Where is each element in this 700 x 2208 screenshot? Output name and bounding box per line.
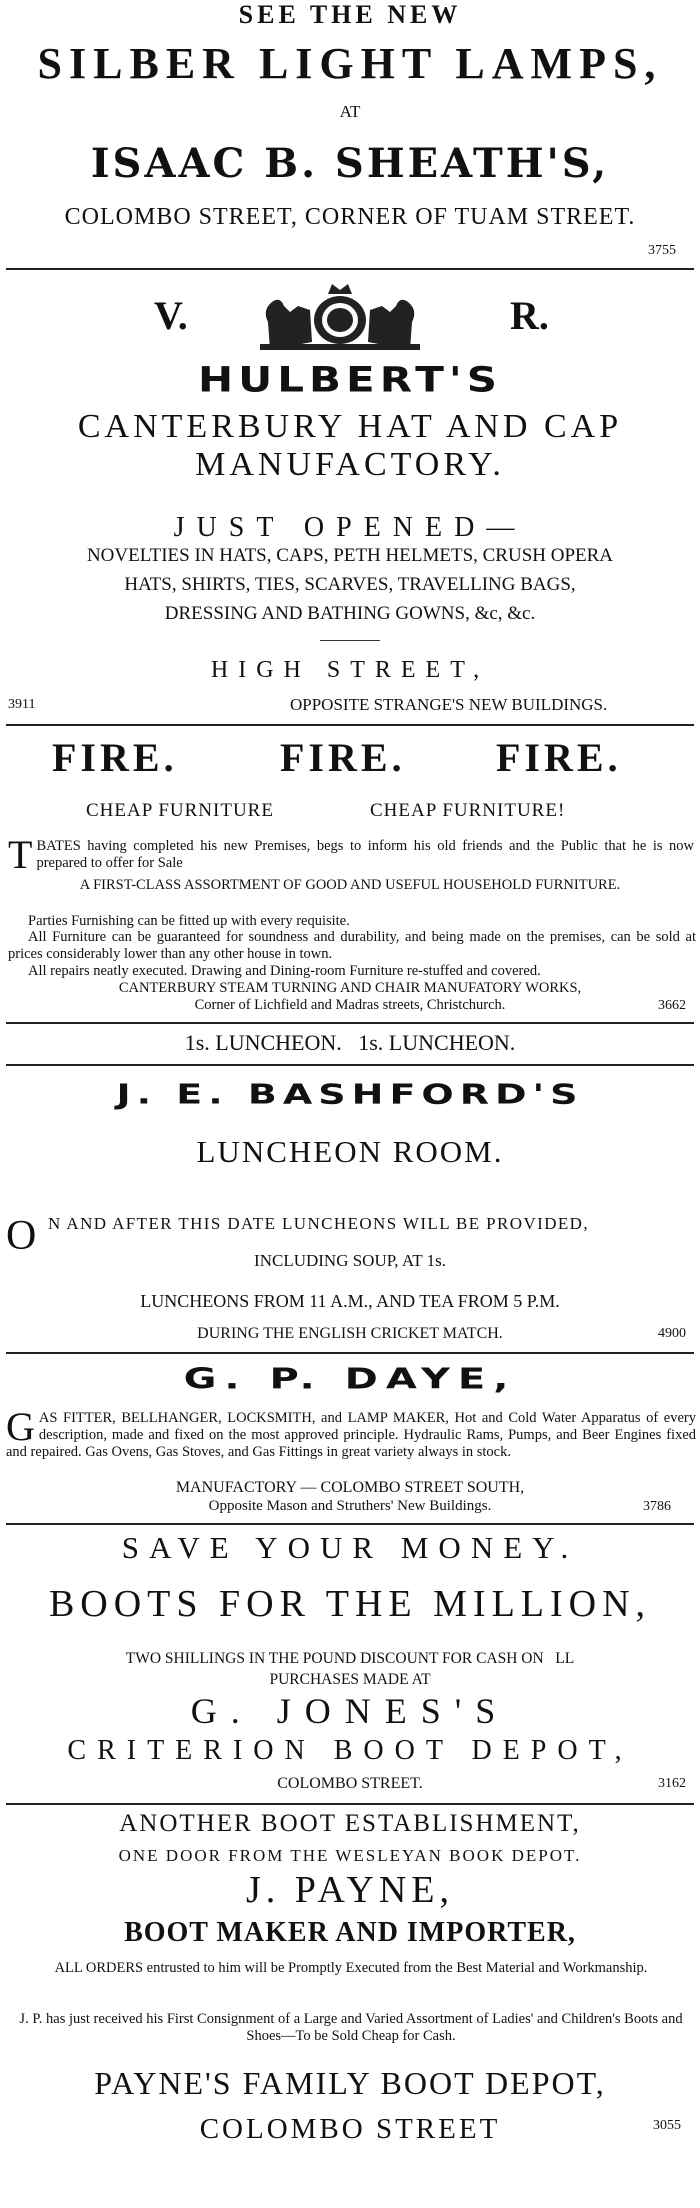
ad6-criterion-boot-depot: CRITERION BOOT DEPOT, — [67, 1735, 633, 1766]
ad5-dropcap: G — [6, 1404, 35, 1449]
ad7-jp-received: J. P. has just received his First Consignment of a Large and Varied Assortment of Ladies' and Children's Boots and Shoes—To be Sold Cheap for Cash. — [19, 2011, 683, 2044]
ad4-number: 4900 — [658, 1326, 686, 1341]
ad1-isaac-b-sheath: ISAAC B. SHEATH'S, — [90, 140, 610, 187]
ad6-colombo-street: COLOMBO STREET. — [277, 1775, 423, 1792]
ad6-two-shillings: TWO SHILLINGS IN THE POUND DISCOUNT FOR CASH ON LL — [125, 1650, 575, 1667]
divider — [6, 268, 694, 270]
ad7-j-payne: J. PAYNE, — [246, 1869, 454, 1911]
divider — [6, 1523, 694, 1525]
ad2-number: 3911 — [8, 697, 36, 712]
ad5-gas-fitter-paragraph — [6, 1404, 696, 1461]
ad4-including-soup: INCLUDING SOUP, AT 1s. — [254, 1251, 446, 1270]
ad3-bates-paragraph — [8, 832, 694, 877]
ad3-fire-3: FIRE. — [496, 735, 622, 780]
ad3-fire-2: FIRE. — [280, 735, 406, 780]
ad2-manufactory: MANUFACTORY. — [195, 446, 505, 483]
ad3-parties-furnishing: Parties Furnishing can be fitted up with every requisite. — [28, 913, 350, 929]
ad4-bashfords: J. E. BASHFORD'S — [116, 1078, 584, 1110]
ad4-on-and-after: N AND AFTER THIS DATE LUNCHEONS WILL BE PROVIDED, — [48, 1214, 589, 1233]
ad3-first-class: A FIRST-CLASS ASSORTMENT OF GOOD AND USEFUL HOUSEHOLD FURNITURE. — [79, 877, 621, 893]
short-divider — [320, 640, 380, 641]
ad6-boots-for-million: BOOTS FOR THE MILLION, — [48, 1583, 652, 1625]
ad1-colombo-street: COLOMBO STREET, CORNER OF TUAM STREET. — [64, 204, 636, 230]
ad1-number: 3755 — [648, 243, 676, 258]
ad4-1s-luncheon: 1s. LUNCHEON. 1s. LUNCHEON. — [184, 1030, 516, 1055]
ad6-save-your-money: SAVE YOUR MONEY. — [121, 1530, 579, 1565]
ad3-corner-lichfield: Corner of Lichfield and Madras streets, Christchurch. — [194, 997, 506, 1013]
ad2-high-street: HIGH STREET, — [210, 657, 490, 683]
ad2-hulberts: HULBERT'S — [198, 359, 502, 400]
ad4-luncheons-from: LUNCHEONS FROM 11 A.M., AND TEA FROM 5 P.M. — [140, 1291, 560, 1311]
ad7-another-boot: ANOTHER BOOT ESTABLISHMENT, — [119, 1810, 581, 1837]
ad5-number: 3786 — [643, 1499, 671, 1514]
ad3-cheap-furniture-1: CHEAP FURNITURE — [86, 800, 274, 821]
ad7-colombo-street: COLOMBO STREET — [199, 2113, 501, 2145]
ad1-silber-light-lamps: SILBER LIGHT LAMPS, — [37, 39, 663, 88]
ad4-dropcap: O — [6, 1213, 37, 1259]
divider — [6, 1064, 694, 1066]
ad5-g-p-daye: G. P. DAYE, — [183, 1362, 517, 1396]
ad2-r: R. — [510, 293, 549, 338]
ad5-opposite-mason: Opposite Mason and Struthers' New Buildings. — [208, 1498, 492, 1514]
ad6-g-joness: G. JONES'S — [190, 1691, 510, 1731]
ad6-number: 3162 — [658, 1776, 686, 1791]
divider — [6, 1022, 694, 1024]
ad1-at: AT — [339, 102, 361, 121]
ad5-p1: AS FITTER, BELLHANGER, LOCKSMITH, and LAMP MAKER, Hot and Cold Water Apparatus of every description, made and fixed on the most approved principle. Hydraulic Rams, Pumps, and Beer Engines fixed and repaired. Gas Ovens, Gas Stoves, and Gas Fittings in great variety always in stock. — [6, 1410, 696, 1460]
ad2-opposite-stranges: OPPOSITE STRANGE'S NEW BUILDINGS. — [290, 695, 608, 714]
ad3-canterbury-steam: CANTERBURY STEAM TURNING AND CHAIR MANUFATORY WORKS, — [118, 980, 582, 996]
ad3-p1: BATES having completed his new Premises, begs to inform his old friends and the Public that he is now prepared to offer for Sale — [36, 838, 694, 871]
ad2-dressing-gowns: DRESSING AND BATHING GOWNS, &c, &c. — [164, 603, 536, 624]
divider — [6, 1352, 694, 1354]
ad4-during-cricket: DURING THE ENGLISH CRICKET MATCH. — [197, 1325, 503, 1342]
ad7-paynes-family-boot-depot: PAYNE'S FAMILY BOOT DEPOT, — [94, 2065, 606, 2101]
ad7-all-orders: ALL ORDERS entrusted to him will be Promptly Executed from the Best Material and Workmanship. — [54, 1960, 648, 1976]
ad7-number: 3055 — [653, 2118, 681, 2133]
royal-crest-icon — [240, 282, 440, 352]
ad1-see-the-new: SEE THE NEW — [238, 0, 462, 29]
ad6-purchases: PURCHASES MADE AT — [269, 1671, 431, 1688]
divider — [6, 724, 694, 726]
ad2-just-opened: JUST OPENED— — [173, 512, 527, 543]
ad2-hats-shirts: HATS, SHIRTS, TIES, SCARVES, TRAVELLING BAGS, — [124, 574, 576, 595]
ad3-dropcap: T — [8, 832, 33, 877]
ad3-all-furniture: All Furniture can be guaranteed for soundness and durability, and being made on the premises, can be sold at prices considerably lower than any other house in town. — [8, 929, 696, 962]
ad3-fire-1: FIRE. — [52, 735, 178, 780]
ad2-v: V. — [154, 293, 188, 338]
ad3-cheap-furniture-2: CHEAP FURNITURE! — [370, 800, 566, 821]
ad4-luncheon-room: LUNCHEON ROOM. — [196, 1134, 504, 1169]
ad3-number: 3662 — [658, 998, 686, 1013]
ad5-manufactory: MANUFACTORY — COLOMBO STREET SOUTH, — [175, 1479, 525, 1496]
ad3-all-repairs: All repairs neatly executed. Drawing and Dining-room Furniture re-stuffed and covered. — [28, 963, 541, 979]
ad2-novelties: NOVELTIES IN HATS, CAPS, PETH HELMETS, CRUSH OPERA — [86, 545, 614, 566]
ad7-one-door: ONE DOOR FROM THE WESLEYAN BOOK DEPOT. — [118, 1846, 582, 1865]
ad2-canterbury-hat: CANTERBURY HAT AND CAP — [77, 408, 623, 445]
divider — [6, 1803, 694, 1805]
ad7-boot-maker-importer: BOOT MAKER AND IMPORTER, — [124, 1917, 576, 1948]
